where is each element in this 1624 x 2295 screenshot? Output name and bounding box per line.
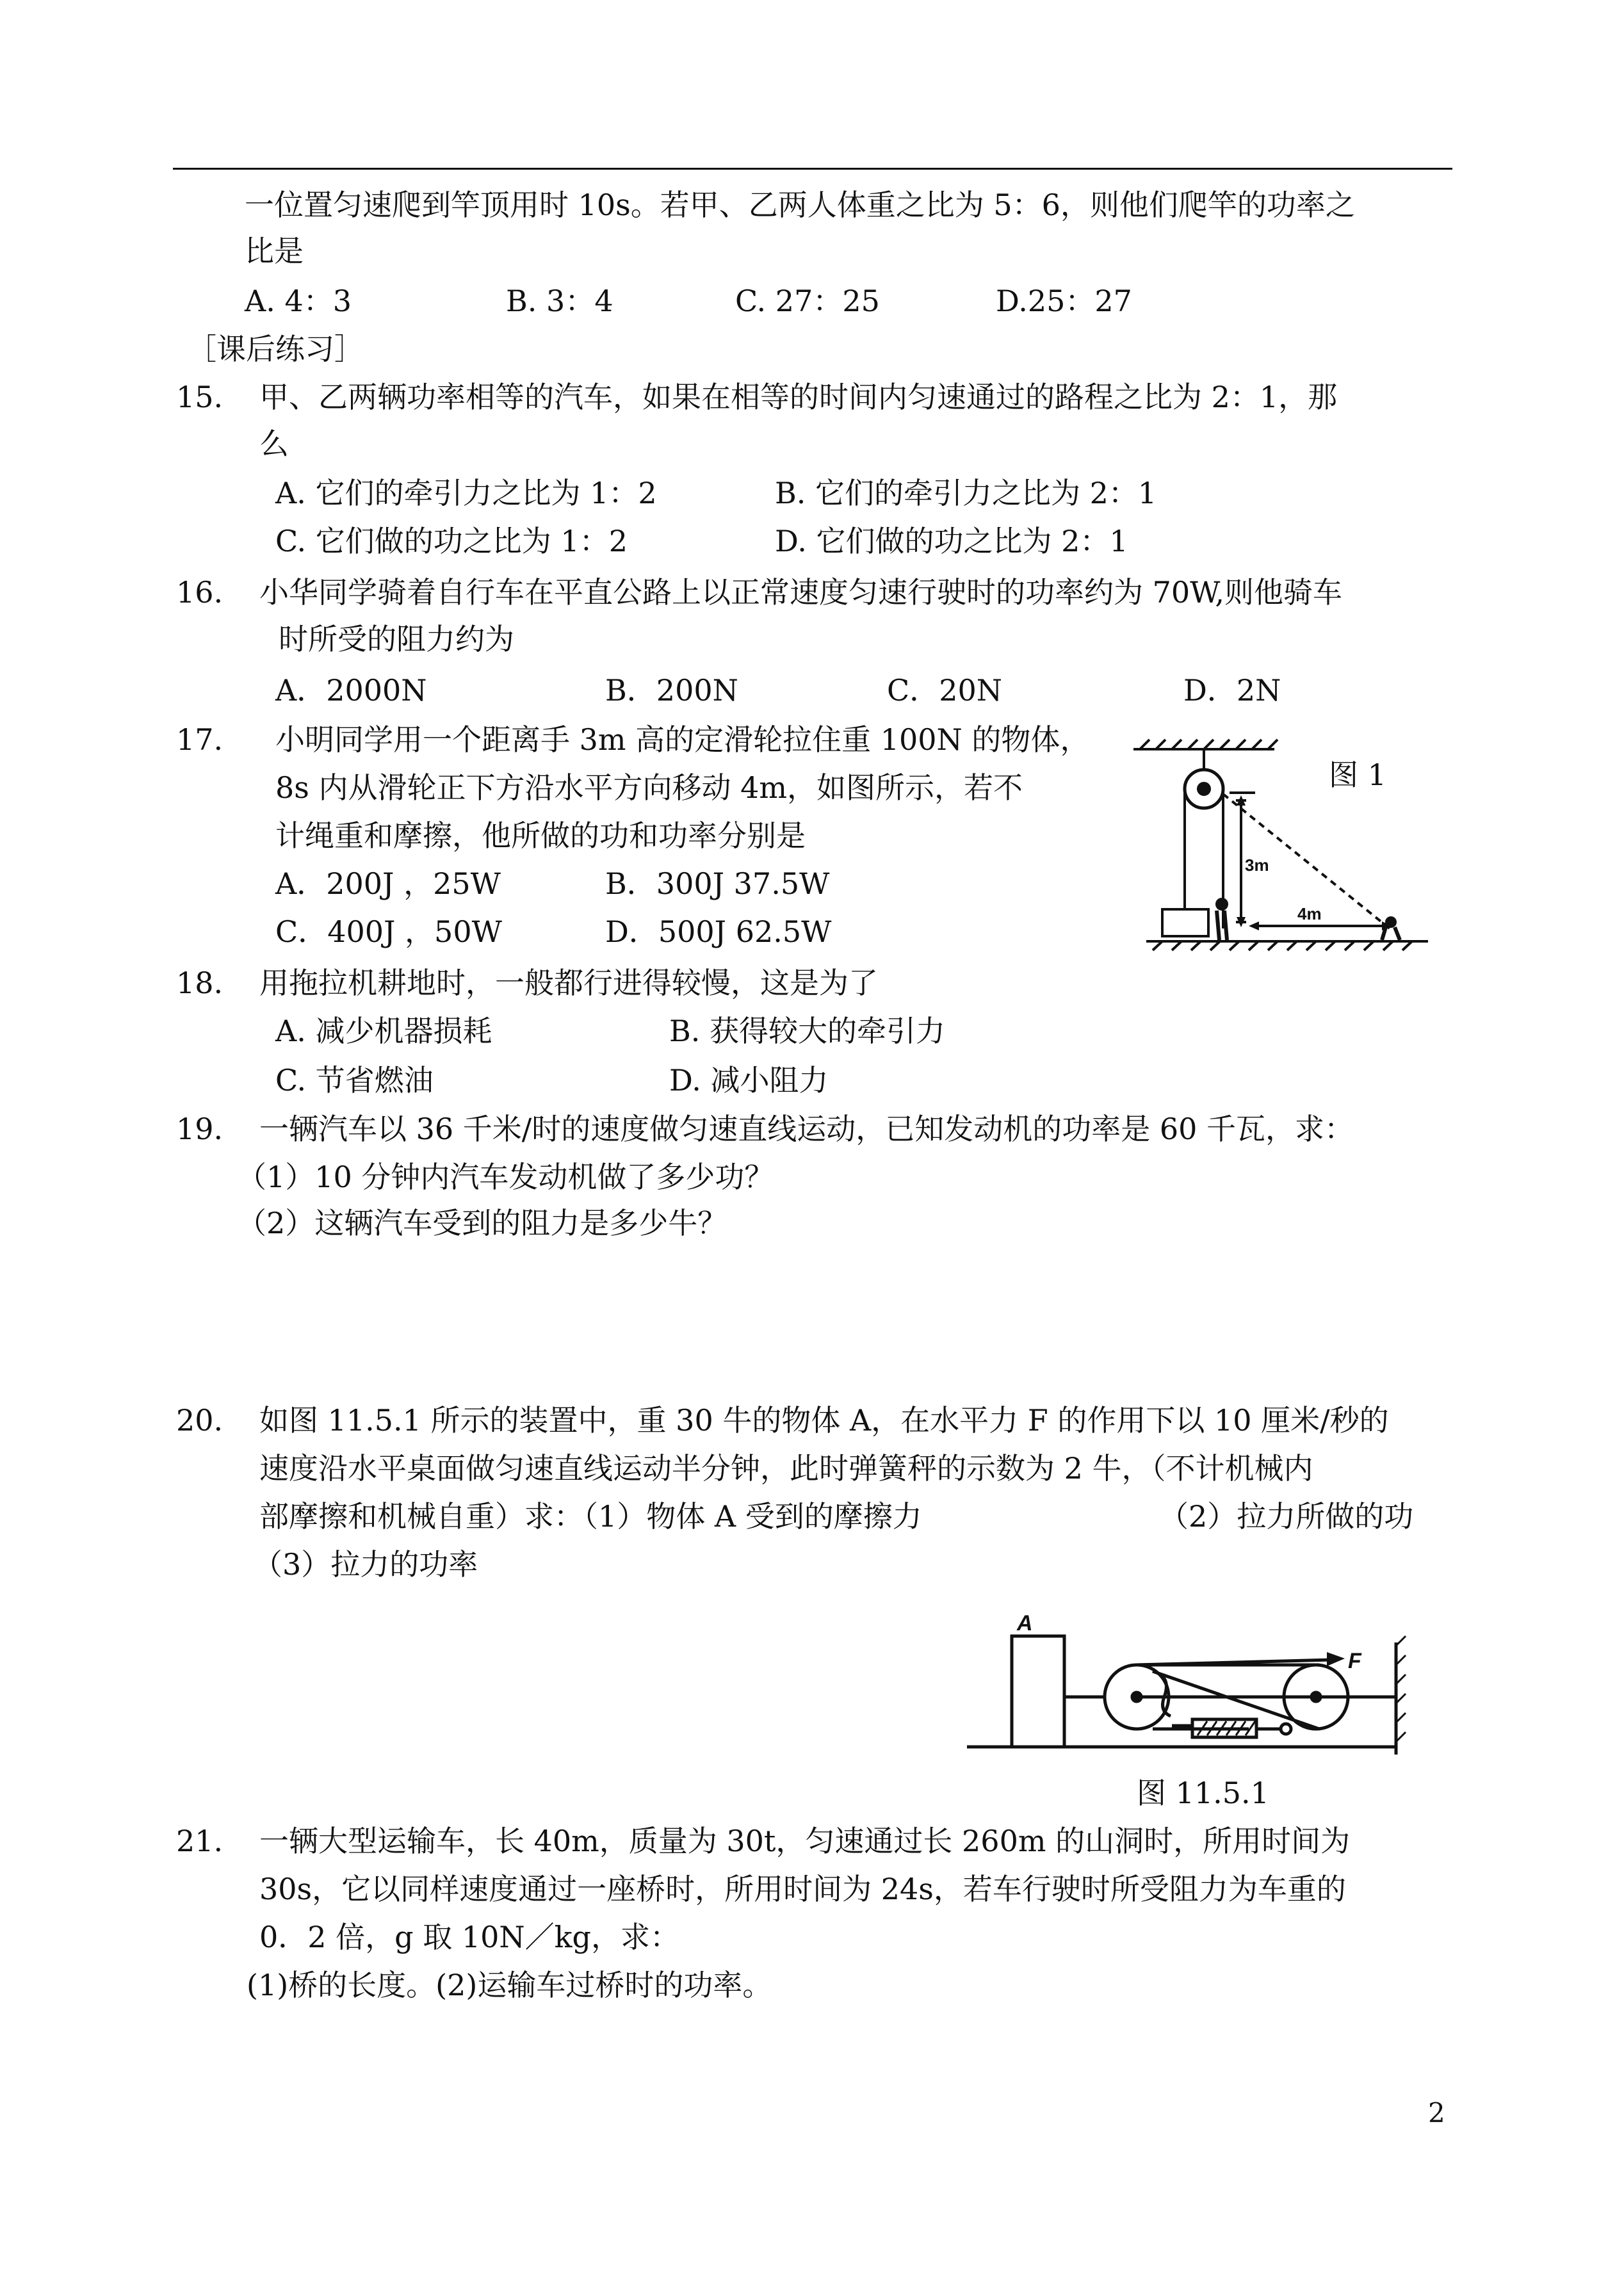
q17-option-b: B．300J 37.5W [605,866,830,901]
section-title: ［课后练习］ [187,332,364,366]
q21-line1: 一辆大型运输车，长 40m，质量为 30t，匀速通过长 260m 的山洞时，所用时间为 [259,1824,1351,1858]
q16-option-b: B．200N [605,673,738,708]
q17-option-d: D．500J 62.5W [605,914,832,949]
q20-line3a: 部摩擦和机械自重）求：（1）物体 A 受到的摩擦力 [259,1499,922,1534]
q20-line1: 如图 11.5.1 所示的装置中，重 30 牛的物体 A，在水平力 F 的作用下以 10 厘米/秒的 [259,1403,1389,1438]
q14-line2: 比是 [245,234,304,268]
q18-option-b: B. 获得较大的牵引力 [669,1014,946,1048]
q19-line1: 一辆汽车以 36 千米/时的速度做匀速直线运动，已知发动机的功率是 60 千瓦，求： [259,1112,1354,1146]
q19-sub1: （1）10 分钟内汽车发动机做了多少功？ [237,1160,774,1194]
q17-line3: 计绳重和摩擦，他所做的功和功率分别是 [275,818,806,853]
q17-option-c: C．400J ，50W [275,914,502,949]
fig-label-f: F [1348,1649,1361,1673]
q21-line2: 30s，它以同样速度通过一座桥时，所用时间为 24s，若车行驶时所受阻力为车重的 [259,1872,1346,1906]
q20-line4: （3）拉力的功率 [253,1547,478,1582]
pulley-figure [1127,736,1434,961]
q21-line4: (1)桥的长度。(2)运输车过桥时的功率。 [247,1968,772,2002]
q14-option-c: C. 27：25 [735,284,880,318]
q20-number: 20. [176,1403,223,1438]
q18-option-d: D. 减小阻力 [669,1063,829,1098]
q16-line2: 时所受的阻力约为 [279,622,514,656]
q16-number: 16. [176,575,223,610]
q17-number: 17. [176,722,223,757]
header-rule [173,168,1452,170]
fig1-height-label: 3m [1245,856,1269,875]
q16-option-d: D．2N [1183,673,1281,708]
fig1-distance-label: 4m [1297,904,1322,923]
q16-option-c: C．20N [887,673,1002,708]
q21-line3: 0．2 倍，g 取 10N／kg，求： [259,1920,679,1954]
q18-line1: 用拖拉机耕地时，一般都行进得较慢，这是为了 [259,966,878,1000]
q20-line3b: （2）拉力所做的功 [1159,1499,1414,1534]
q15-line2: 么 [259,426,289,461]
q15-line1: 甲、乙两辆功率相等的汽车，如果在相等的时间内匀速通过的路程之比为 2：1，那 [259,380,1338,414]
q15-number: 15. [176,380,223,414]
q14-line1: 一位置匀速爬到竿顶用时 10s。若甲、乙两人体重之比为 5：6，则他们爬竿的功率之 [245,188,1355,222]
q16-line1: 小华同学骑着自行车在平直公路上以正常速度匀速行驶时的功率约为 70W,则他骑车 [259,575,1343,610]
q14-option-d: D.25：27 [996,284,1132,318]
q15-option-a: A. 它们的牵引力之比为 1：2 [275,476,657,510]
q14-option-a: A. 4：3 [245,284,352,318]
q17-option-a: A．200J ，25W [275,866,501,901]
figure-11-5-1-caption: 图 11.5.1 [1137,1776,1269,1810]
page-number: 2 [1428,2097,1445,2129]
q19-sub2: （2）这辆汽车受到的阻力是多少牛？ [237,1206,727,1240]
pulley-spring-figure [961,1607,1422,1761]
q15-option-c: C. 它们做的功之比为 1：2 [275,524,628,558]
q14-option-b: B. 3：4 [506,284,613,318]
q17-line1: 小明同学用一个距离手 3m 高的定滑轮拉住重 100N 的物体， [275,722,1090,757]
q19-number: 19. [176,1112,223,1146]
q15-option-b: B. 它们的牵引力之比为 2：1 [775,476,1157,510]
q20-line2: 速度沿水平桌面做匀速直线运动半分钟，此时弹簧秤的示数为 2 牛，（不计机械内 [259,1451,1313,1486]
q18-option-c: C. 节省燃油 [275,1063,434,1098]
q18-number: 18. [176,966,223,1000]
figure1-label: 图 1 [1329,758,1386,792]
q17-line2: 8s 内从滑轮正下方沿水平方向移动 4m，如图所示，若不 [275,770,1023,805]
fig-label-a: A [1017,1611,1033,1635]
q18-option-a: A. 减少机器损耗 [275,1014,492,1048]
q15-option-d: D. 它们做的功之比为 2：1 [775,524,1128,558]
q21-number: 21. [176,1824,223,1858]
q16-option-a: A．2000N [275,673,427,708]
